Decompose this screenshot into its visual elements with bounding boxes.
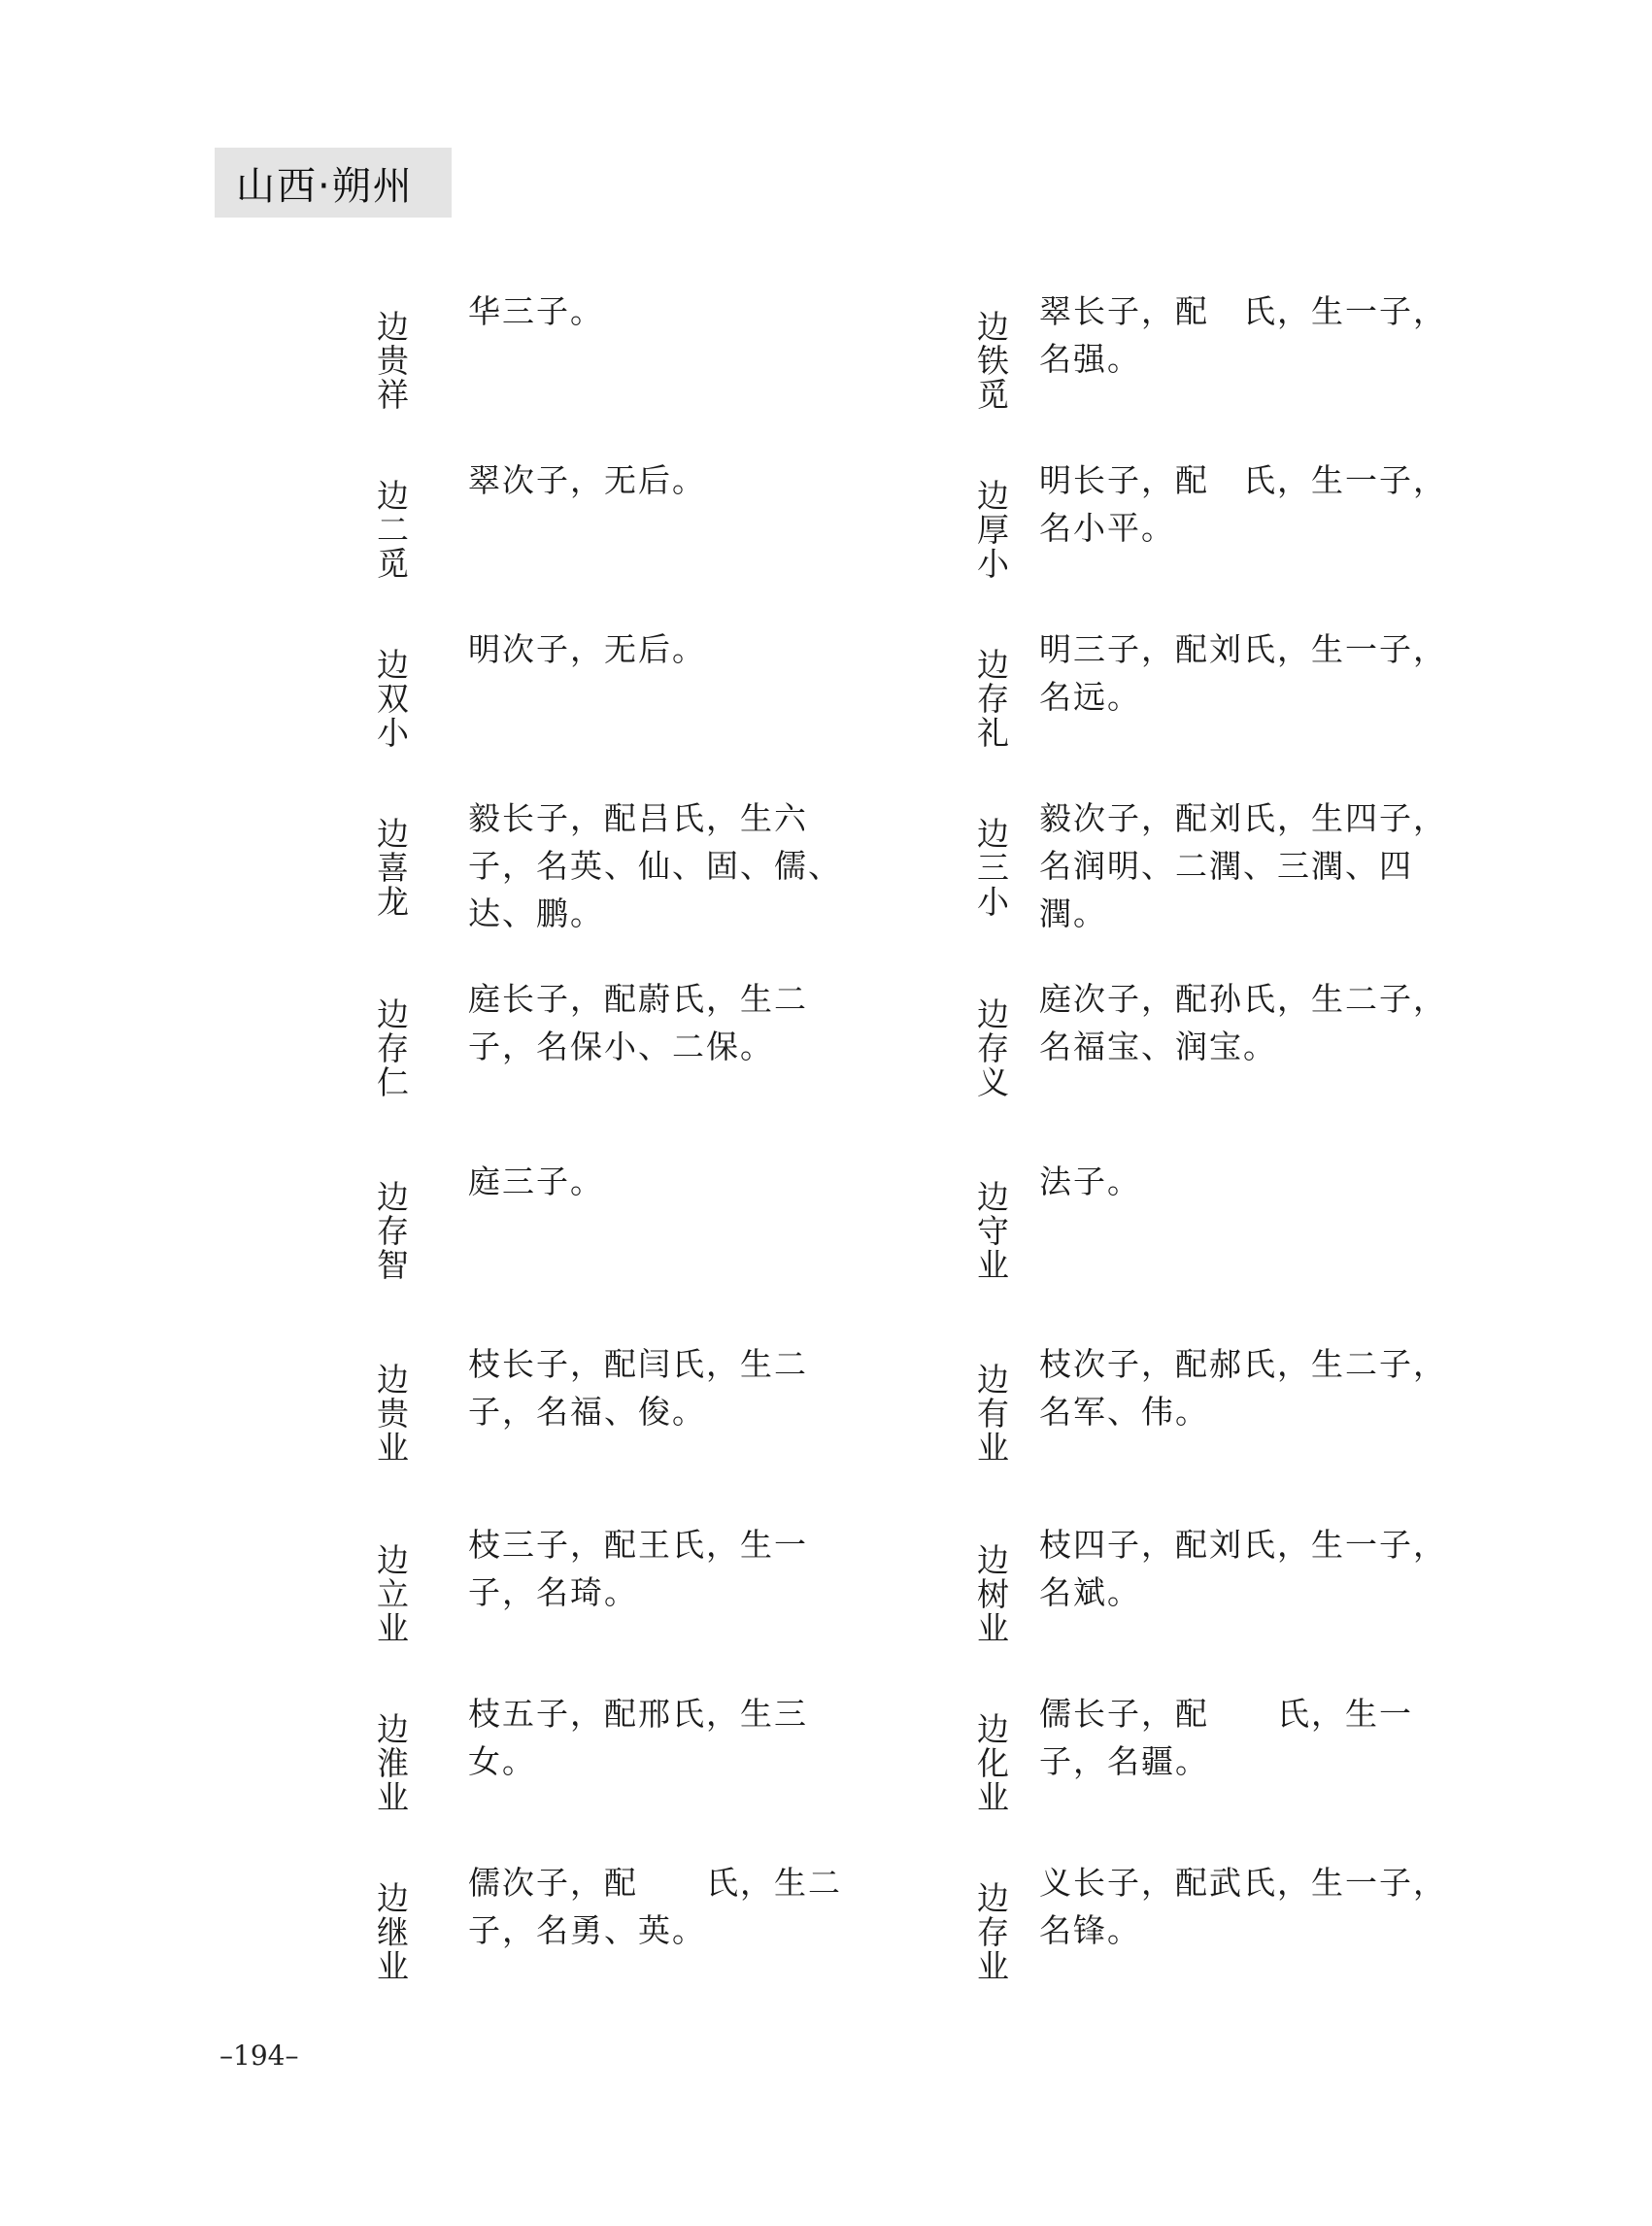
- entry-bian-huaiye: [372, 1690, 899, 1845]
- entry-name: 边存义: [972, 996, 1010, 1099]
- entry-bian-guixiang: [372, 287, 899, 443]
- entry-bian-jiye: [372, 1859, 899, 2014]
- entry-name: 边存业: [972, 1880, 1010, 1983]
- entry-name: 边贵祥: [372, 309, 410, 412]
- entry-description: 庭三子。: [468, 1163, 604, 1200]
- entry-bian-guiye: [372, 1340, 899, 1496]
- entry-description: 庭次子，配孙氏，生二子，名福宝、润宝。: [1039, 980, 1447, 1065]
- entry-description: 毅次子，配刘氏，生四子，名润明、二潤、三潤、四潤。: [1039, 799, 1447, 932]
- entry-bian-cunye: [972, 1859, 1500, 2014]
- entry-name: 边继业: [372, 1880, 410, 1983]
- entry-bian-youye: [972, 1340, 1500, 1496]
- page-number: –194–: [219, 2040, 299, 2072]
- entry-name: 边铁觅: [972, 309, 1010, 412]
- entry-name: 边立业: [372, 1542, 410, 1645]
- entry-name: 边双小: [372, 647, 410, 750]
- entry-description: 枝三子，配王氏，生一子，名琦。: [468, 1526, 808, 1611]
- entry-description: 明长子，配 氏，生一子，名小平。: [1039, 461, 1447, 547]
- entry-name: 边存智: [372, 1179, 410, 1282]
- entry-name: 边贵业: [372, 1362, 410, 1465]
- entry-bian-tiemi: [972, 287, 1500, 443]
- entry-name: 边树业: [972, 1542, 1010, 1645]
- entry-bian-shouye: [972, 1158, 1500, 1313]
- entry-bian-huaye: [972, 1690, 1500, 1845]
- page-header-title: 山西·朔州: [236, 163, 414, 209]
- entry-description: 义长子，配武氏，生一子，名锋。: [1039, 1864, 1447, 1949]
- entry-description: 枝四子，配刘氏，生一子，名斌。: [1039, 1526, 1447, 1611]
- entry-bian-cunren: [372, 975, 899, 1130]
- entry-bian-houxiao: [972, 456, 1500, 612]
- entry-name: 边化业: [972, 1711, 1010, 1814]
- entry-name: 边淮业: [372, 1711, 410, 1814]
- entry-description: 庭长子，配蔚氏，生二子，名保小、二保。: [468, 980, 808, 1065]
- entry-name: 边喜龙: [372, 816, 410, 919]
- entry-name: 边三小: [972, 816, 1010, 919]
- entry-bian-xilong: [372, 794, 899, 950]
- entry-bian-liye: [372, 1521, 899, 1676]
- entry-description: 枝长子，配闫氏，生二子，名福、俊。: [468, 1345, 808, 1431]
- entry-description: 毅长子，配吕氏，生六子，名英、仙、固、儒、达、鹏。: [468, 799, 842, 932]
- entry-bian-cunzhi: [372, 1158, 899, 1313]
- entry-description: 明三子，配刘氏，生一子，名远。: [1039, 630, 1447, 716]
- entry-bian-ermi: [372, 456, 899, 612]
- entry-description: 华三子。: [468, 292, 604, 330]
- entry-name: 边有业: [972, 1362, 1010, 1465]
- entry-description: 儒长子，配 氏，生一子，名疆。: [1039, 1695, 1413, 1780]
- entry-description: 翠次子，无后。: [468, 461, 706, 499]
- entry-bian-shuye: [972, 1521, 1500, 1676]
- entry-description: 翠长子，配 氏，生一子，名强。: [1039, 292, 1447, 378]
- entry-name: 边存仁: [372, 996, 410, 1099]
- entry-description: 法子。: [1039, 1163, 1141, 1200]
- entry-name: 边厚小: [972, 478, 1010, 581]
- entry-bian-cunyi: [972, 975, 1500, 1130]
- entry-bian-cunli: [972, 625, 1500, 781]
- entry-description: 枝五子，配邢氏，生三女。: [468, 1695, 808, 1780]
- entry-description: 明次子，无后。: [468, 630, 706, 668]
- entry-name: 边守业: [972, 1179, 1010, 1282]
- entry-description: 枝次子，配郝氏，生二子，名军、伟。: [1039, 1345, 1447, 1431]
- entry-bian-sanxiao: [972, 794, 1500, 950]
- entry-name: 边二觅: [372, 478, 410, 581]
- entry-bian-shuangxiao: [372, 625, 899, 781]
- entry-name: 边存礼: [972, 647, 1010, 750]
- entry-description: 儒次子，配 氏，生二子，名勇、英。: [468, 1864, 842, 1949]
